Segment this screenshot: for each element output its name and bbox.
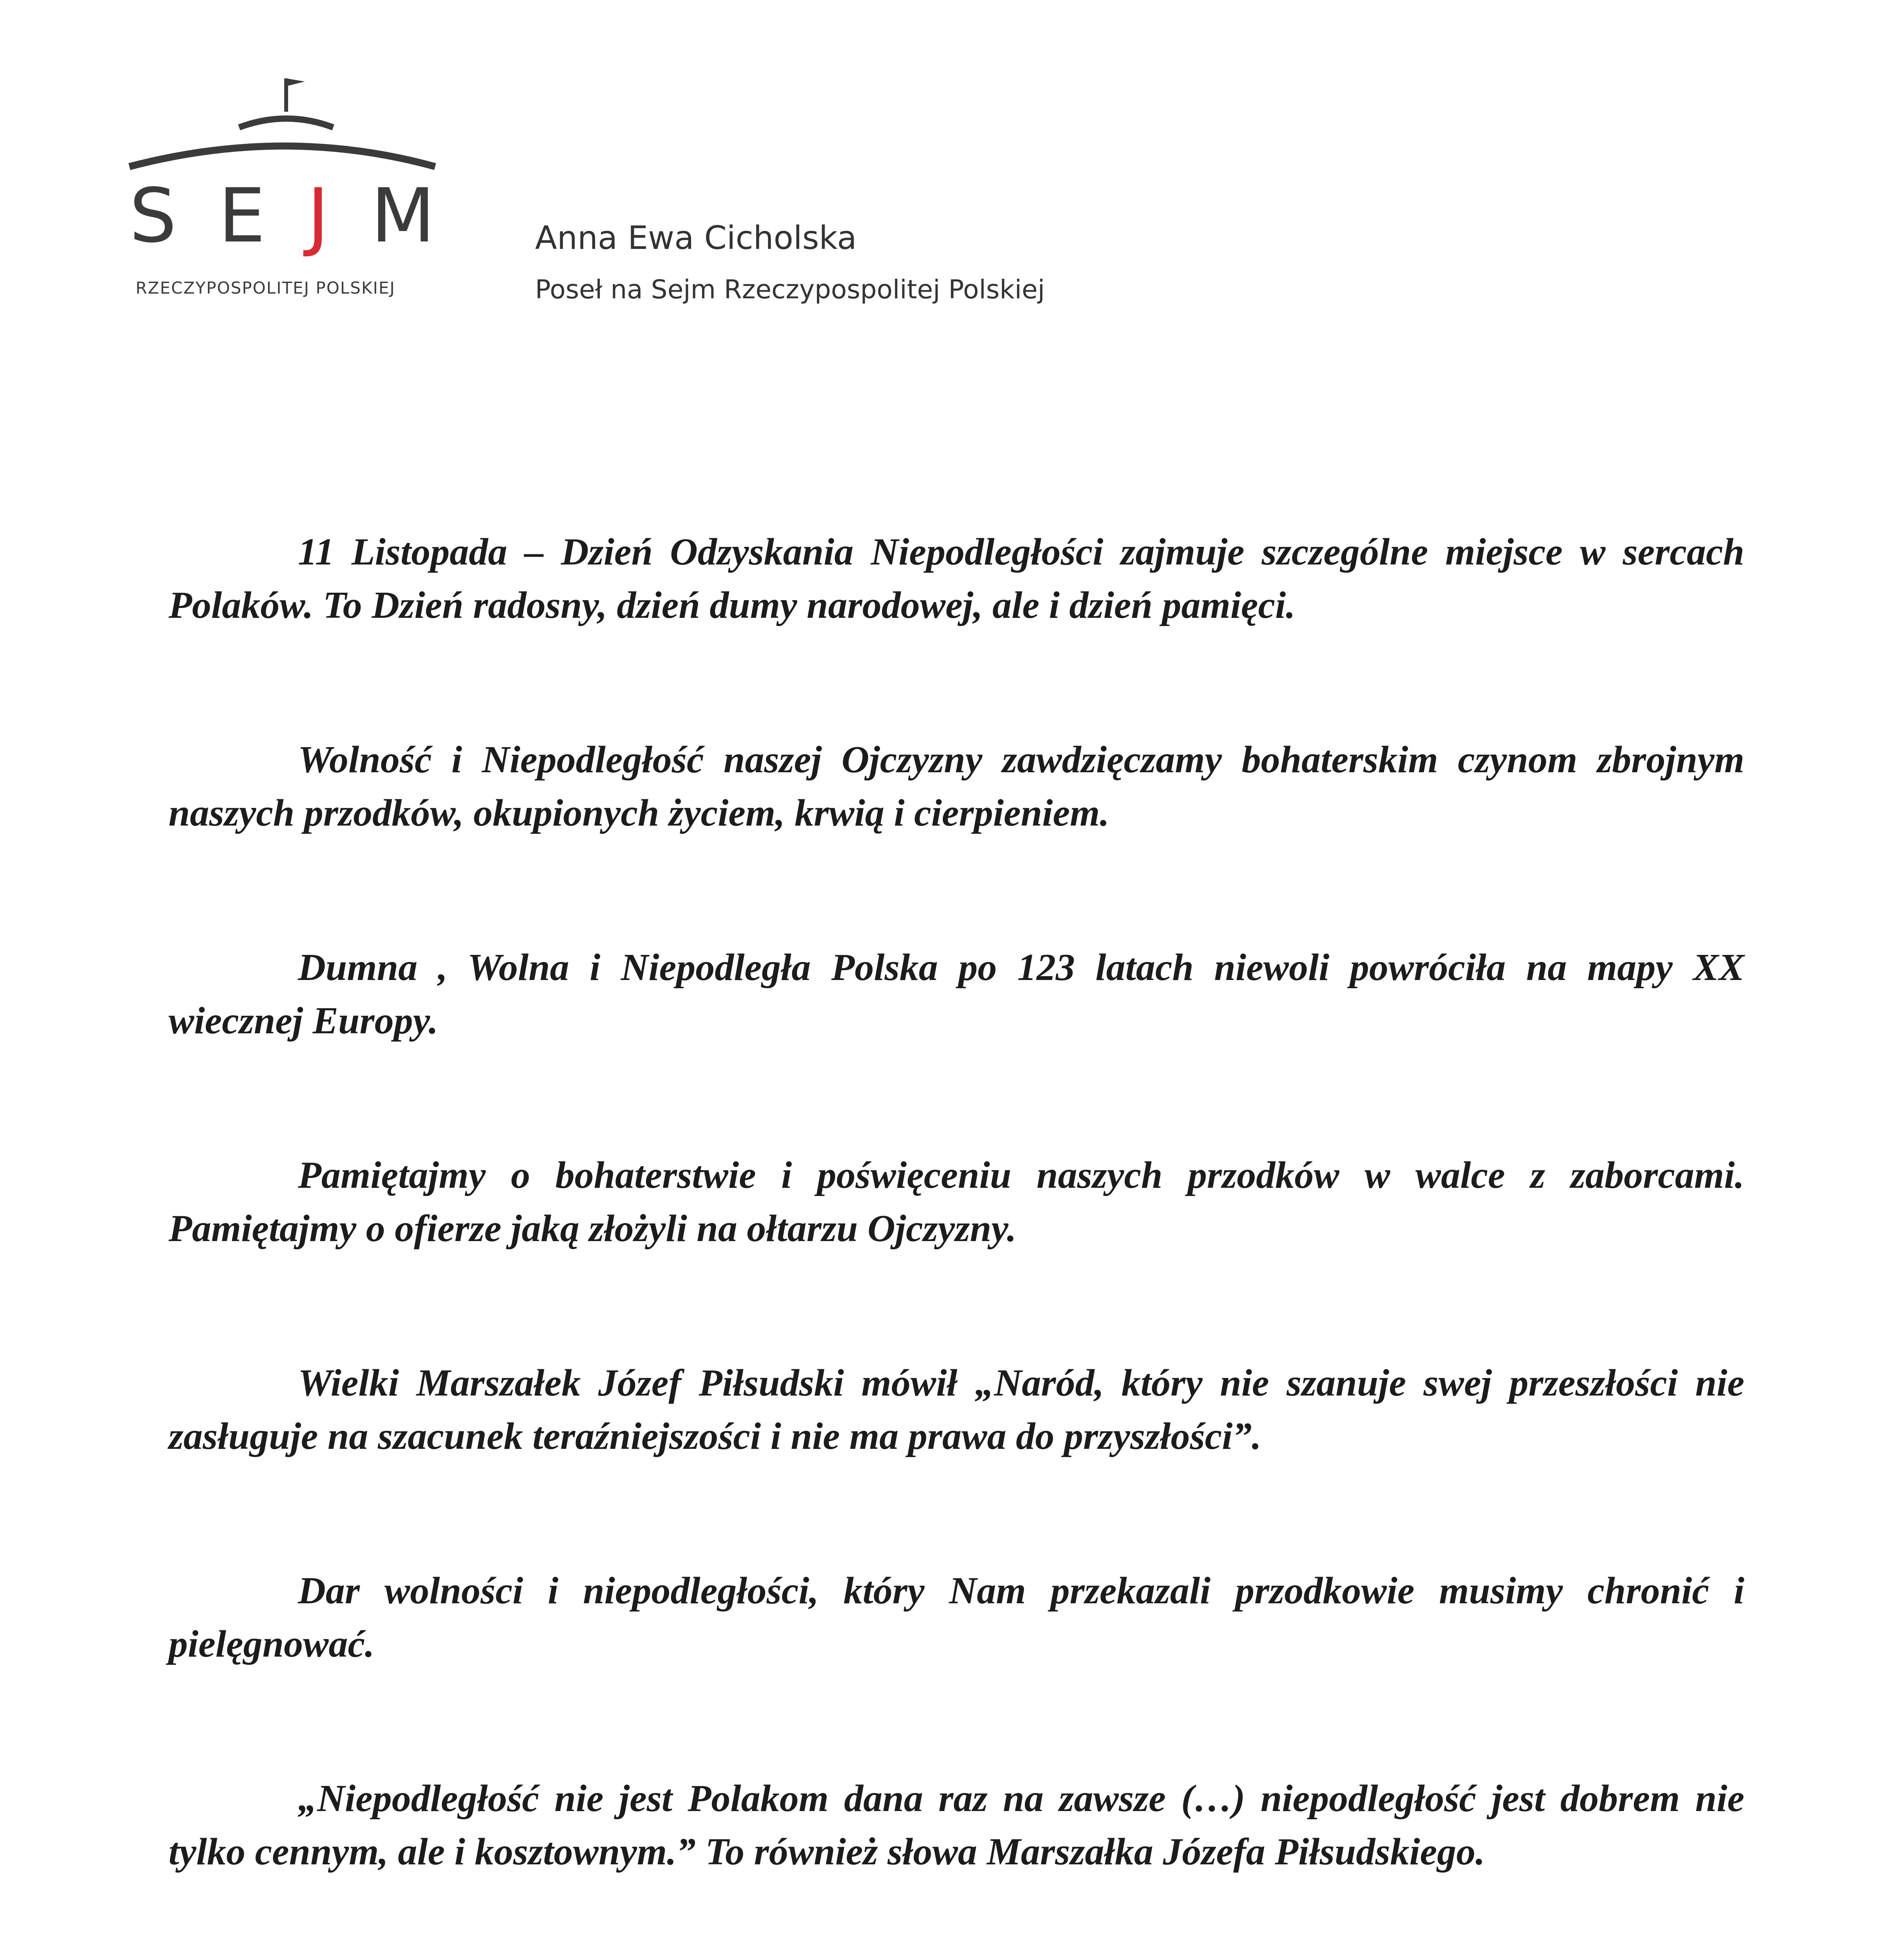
paragraph: 11 Listopada – Dzień Odzyskania Niepodległości zajmuje szczególne miejsce w sercach Polaków. To Dzień radosny, dzień dumy narodowej, ale i dzień pamięci. <box>169 531 1744 626</box>
logo-letter: M <box>371 172 435 259</box>
logo-letter: E <box>218 172 266 259</box>
sejm-logo <box>122 67 443 310</box>
author-role: Poseł na Sejm Rzeczypospolitej Polskiej <box>535 274 1045 305</box>
logo-wordmark <box>129 172 435 259</box>
paragraph: Wolność i Niepodległość naszej Ojczyzny zawdzięczamy bohaterskim czynom zbrojnym naszych przodków, okupionych życiem, krwią i cierpieniem. <box>169 739 1744 834</box>
logo-letter: S <box>129 172 177 259</box>
paragraph: Wielki Marszałek Józef Piłsudski mówił „Naród, który nie szanuje swej przeszłości nie zasługuje na szacunek teraźniejszości i nie ma prawa do przyszłości”. <box>169 1362 1744 1457</box>
logo-subtitle: RZECZYPOSPOLITEJ POLSKIEJ <box>136 278 396 298</box>
paragraph: „Niepodległość nie jest Polakom dana raz na zawsze (…) niepodległość jest dobrem nie tylko cennym, ale i kosztownym.” To również słowa Marszałka Józefa Piłsudskiego. <box>169 1777 1744 1873</box>
author-name: Anna Ewa Cicholska <box>535 220 857 257</box>
parliament-dome-icon <box>122 67 443 184</box>
paragraph: Dar wolności i niepodległości, który Nam przekazali przodkowie musimy chronić i pielęgnować. <box>169 1570 1744 1665</box>
paragraph: Pamiętajmy o bohaterstwie i poświęceniu naszych przodków w walce z zaborcami. Pamiętajmy o ofierze jaką złożyli na ołtarzu Ojczyzny. <box>169 1154 1744 1250</box>
paragraph: Dumna , Wolna i Niepodległa Polska po 123 latach niewoli powróciła na mapy XX wiecznej Europy. <box>169 946 1744 1042</box>
logo-letter-accent: J <box>307 172 329 259</box>
letter-body <box>169 525 1744 1960</box>
